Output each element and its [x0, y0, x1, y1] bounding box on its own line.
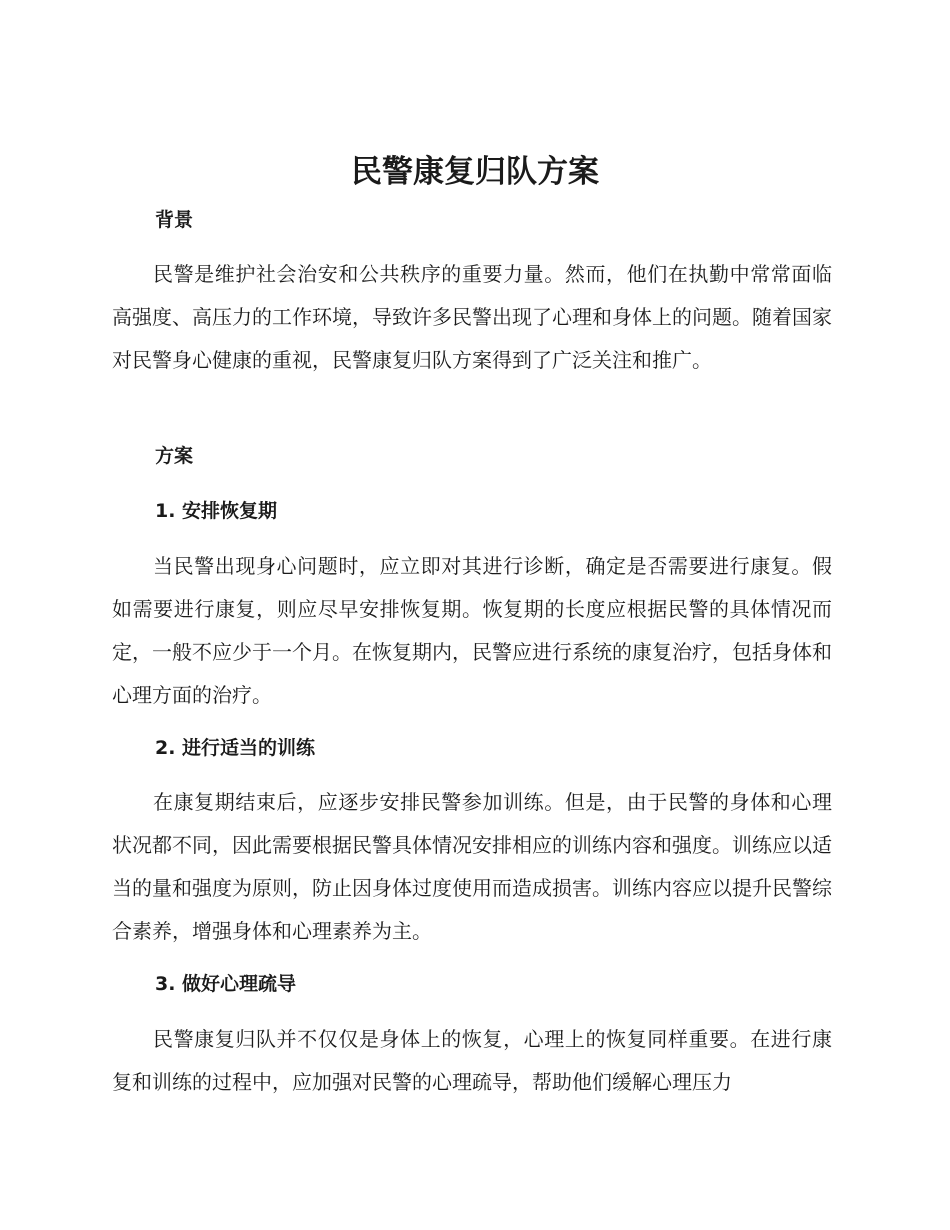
section-2-heading: 2. 进行适当的训练 — [155, 737, 316, 759]
document-title: 民警康复归队方案 — [351, 154, 599, 190]
background-heading: 背景 — [155, 209, 194, 231]
section-2-paragraph: 在康复期结束后，应逐步安排民警参加训练。但是，由于民警的身体和心理状况都不同，因此需要根据民警具体情况安排相应的训练内容和强度。训练应以适当的量和强度为原则，防止因身体过度使用而造成损害。训练内容应以提升民警综合素养，增强身体和心理素养为主。 — [112, 790, 832, 943]
section-3-paragraph: 民警康复归队并不仅仅是身体上的恢复，心理上的恢复同样重要。在进行康复和训练的过程中，应加强对民警的心理疏导，帮助他们缓解心理压力 — [112, 1027, 832, 1094]
section-3-heading: 3. 做好心理疏导 — [155, 973, 297, 995]
background-paragraph: 民警是维护社会治安和公共秩序的重要力量。然而，他们在执勤中常常面临高强度、高压力的工作环境，导致许多民警出现了心理和身体上的问题。随着国家对民警身心健康的重视，民警康复归队方案得到了广泛关注和推广。 — [112, 262, 832, 372]
plan-heading: 方案 — [155, 445, 194, 467]
section-1-paragraph: 当民警出现身心问题时，应立即对其进行诊断，确定是否需要进行康复。假如需要进行康复，则应尽早安排恢复期。恢复期的长度应根据民警的具体情况而定，一般不应少于一个月。在恢复期内，民警应进行系统的康复治疗，包括身体和心理方面的治疗。 — [112, 554, 832, 707]
section-1-heading: 1. 安排恢复期 — [155, 500, 278, 522]
